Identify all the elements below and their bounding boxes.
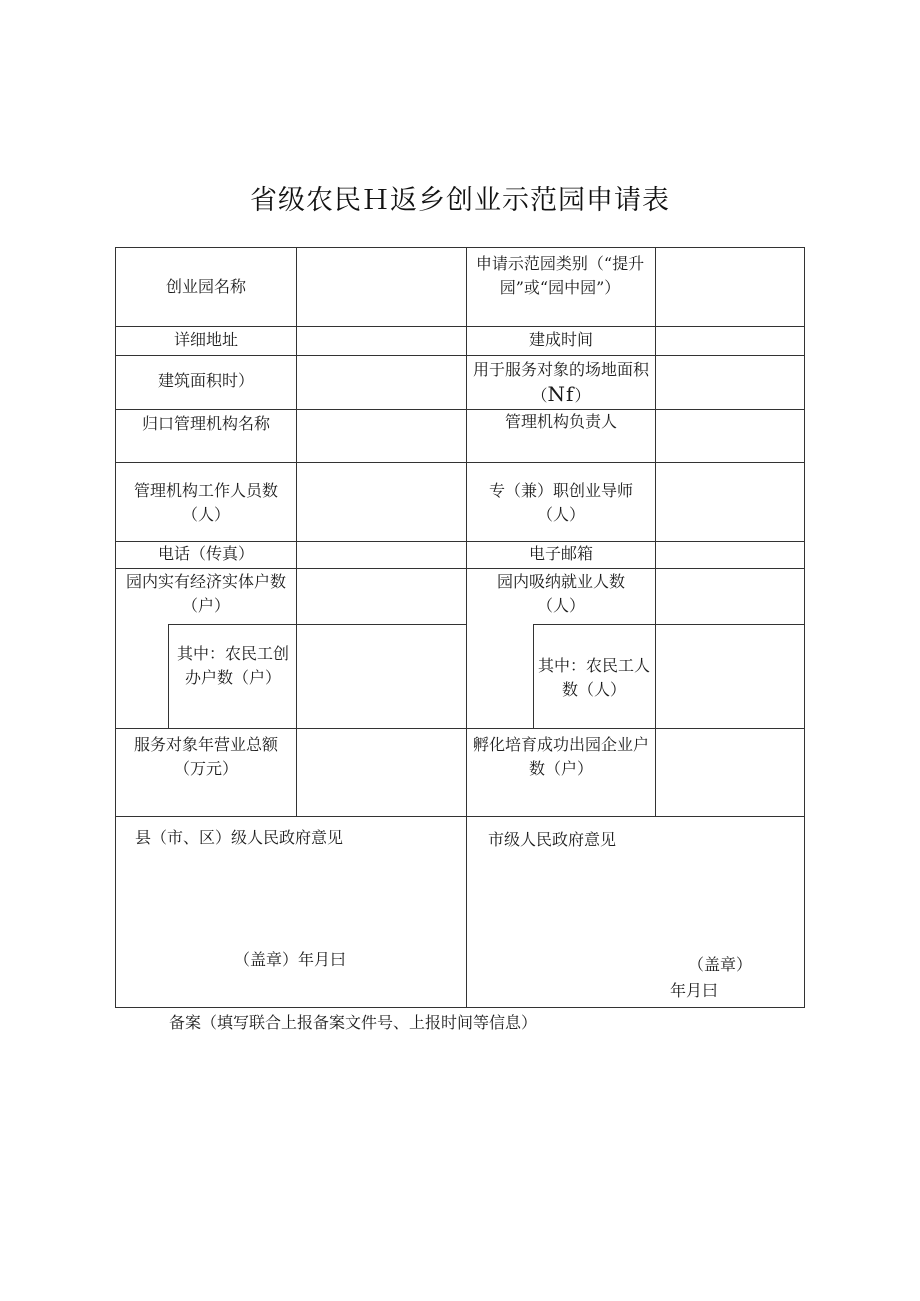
service-area-field[interactable]: [655, 355, 805, 410]
migrant-workers-label: 其中：农民工人数（人）: [537, 656, 650, 699]
address-label: 详细地址: [173, 330, 238, 349]
service-area-label: [468, 358, 654, 408]
built-time-label: 建成时间: [528, 330, 593, 349]
employment-field[interactable]: [655, 568, 805, 625]
building-area-field[interactable]: [296, 355, 467, 410]
revenue-label: 服务对象年营业总额（万元）: [133, 735, 278, 778]
page-title: 省级农民Ｈ返乡创业示范园申请表: [250, 185, 670, 216]
graduated-field[interactable]: [655, 728, 805, 817]
staff-count-field[interactable]: [296, 462, 467, 542]
service-area-label-main: 用于服务对象的场地面积（: [472, 360, 649, 405]
org-name-label: 归口管理机构名称: [141, 414, 270, 433]
filing-note: 备案（填写联合上报备案文件号、上报时间等信息）: [169, 1013, 538, 1032]
city-seal-date: 年月曰: [670, 981, 719, 1000]
revenue-field[interactable]: [296, 728, 467, 817]
graduated-label: 孵化培育成功出园企业户数（户）: [472, 735, 649, 778]
entities-field[interactable]: [296, 568, 467, 625]
park-name-field[interactable]: [296, 247, 467, 327]
category-label: 申请示范园类别（“提升园”或“园中园”）: [475, 254, 645, 297]
phone-label: 电话（传真）: [157, 544, 254, 563]
county-seal-date: （盖章）年月曰: [234, 950, 347, 969]
employment-label: 园内吸纳就业人数（人）: [496, 572, 625, 615]
email-field[interactable]: [655, 541, 805, 569]
org-name-field[interactable]: [296, 409, 467, 463]
park-name-label: 创业园名称: [165, 277, 246, 296]
service-area-unit: Nf: [547, 382, 575, 406]
migrant-workers-field[interactable]: [655, 624, 805, 729]
migrant-entities-field[interactable]: [296, 624, 467, 729]
phone-field[interactable]: [296, 541, 467, 569]
org-head-field[interactable]: [655, 409, 805, 463]
email-label: 电子邮箱: [528, 544, 593, 563]
building-area-label: 建筑面积时）: [157, 371, 254, 390]
migrant-entities-label: 其中：农民工创办户数（户）: [176, 644, 289, 687]
city-seal: （盖章）: [688, 955, 753, 974]
category-field[interactable]: [655, 247, 805, 327]
city-opinion-label: 市级人民政府意见: [488, 830, 617, 849]
org-head-label: 管理机构负责人: [504, 412, 617, 431]
address-field[interactable]: [296, 326, 467, 356]
built-time-field[interactable]: [655, 326, 805, 356]
mentors-field[interactable]: [655, 462, 805, 542]
mentors-label: 专（兼）职创业导师（人）: [488, 481, 633, 524]
service-area-label-close: ）: [574, 386, 591, 405]
staff-count-label: 管理机构工作人员数（人）: [133, 481, 278, 524]
county-opinion-label: 县（市、区）级人民政府意见: [135, 828, 344, 847]
entities-label: 园内实有经济实体户数（户）: [125, 572, 286, 615]
